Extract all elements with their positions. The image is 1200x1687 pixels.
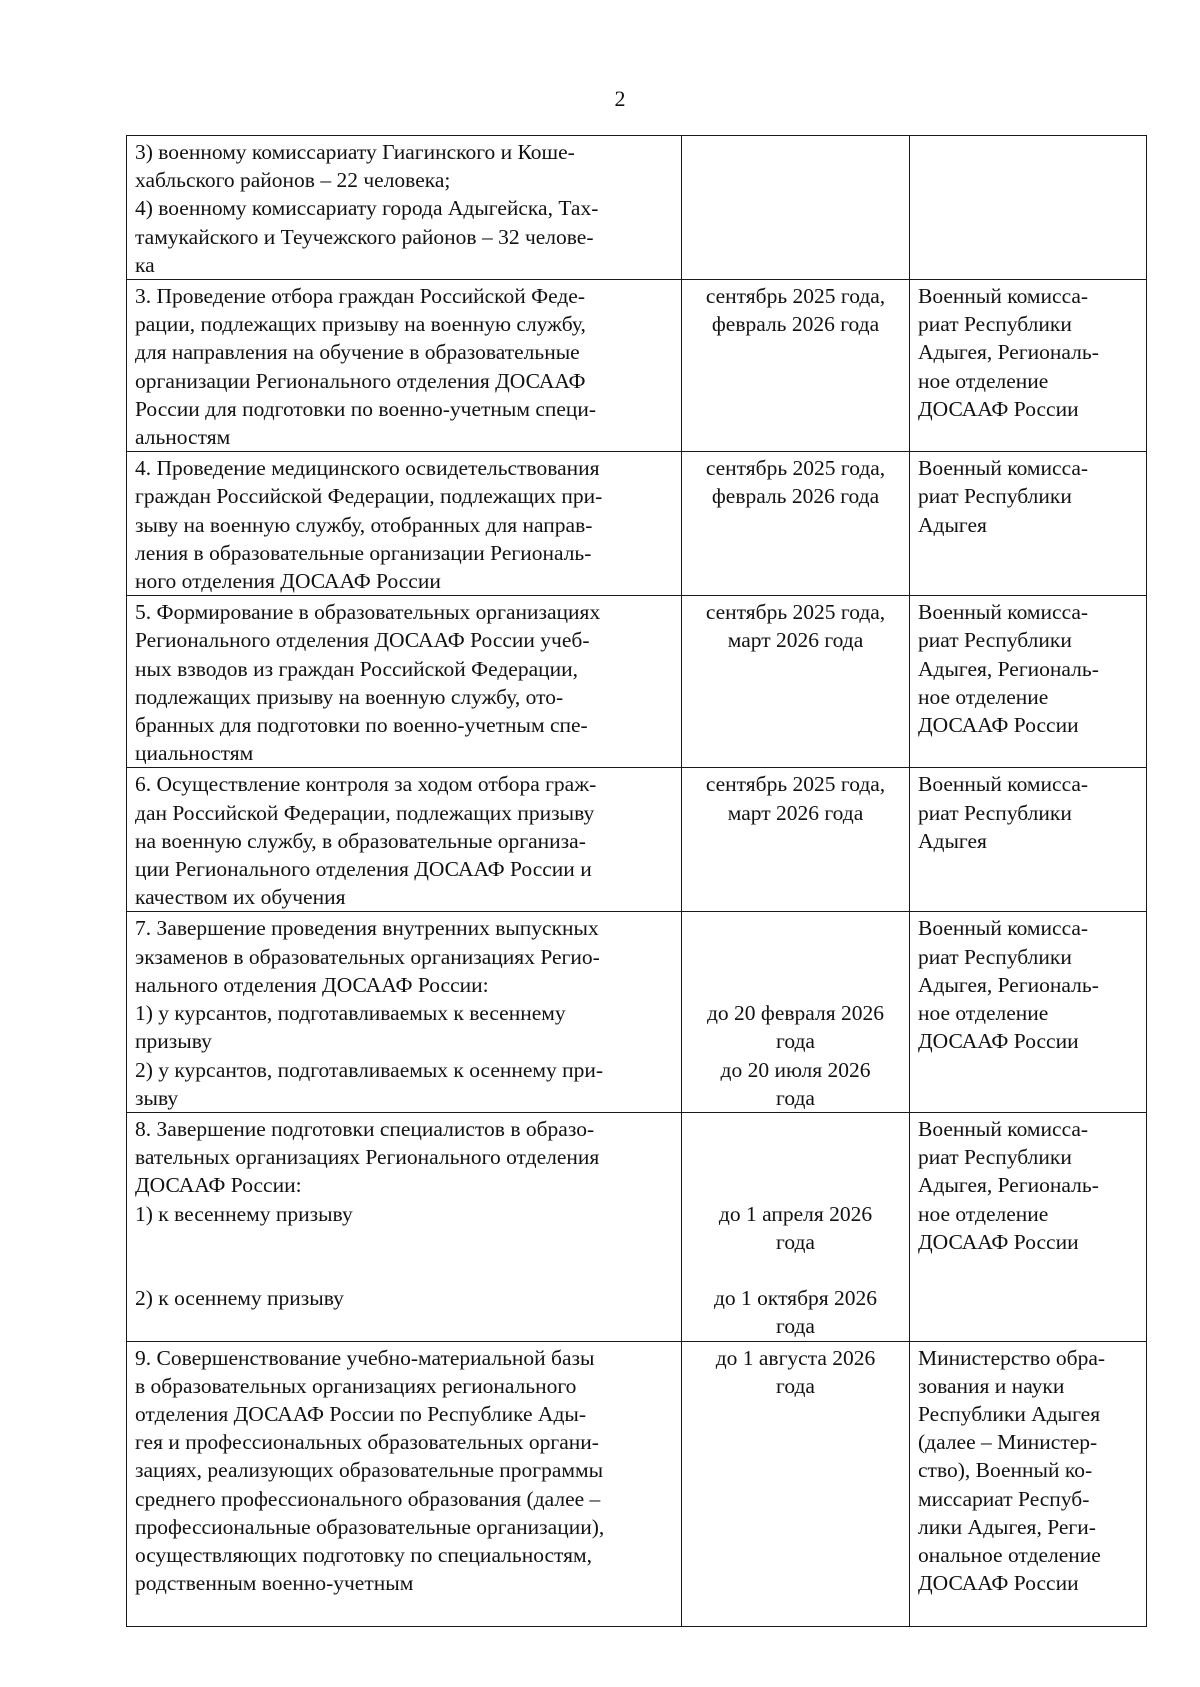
activity-line: бранных для подготовки по военно-учетным спе- — [135, 713, 588, 738]
responsible-line: ДОСААФ России — [918, 713, 1079, 738]
responsible-cell — [910, 912, 1147, 1112]
deadline-line: февраль 2026 года — [711, 484, 880, 509]
responsible-line: Адыгея, Региональ- — [918, 340, 1099, 365]
deadline-line: март 2026 года — [727, 800, 864, 825]
responsible-cell — [910, 596, 1147, 768]
activity-line: профессиональные образовательные организации), — [135, 1514, 605, 1539]
activity-line: тамукайского и Теучежского районов – 32 челове- — [135, 224, 594, 249]
table-row — [127, 768, 1147, 912]
activity-line: зациях, реализующих образовательные программы — [135, 1458, 604, 1483]
deadline-cell — [682, 1112, 910, 1341]
activity-line — [135, 1228, 673, 1256]
plan-table-body — [127, 136, 1147, 1627]
activity-line: 3. Проведение отбора граждан Российской Феде- — [135, 284, 585, 309]
responsible-line: Военный комисса- — [918, 600, 1089, 625]
activity-cell — [127, 1341, 682, 1626]
deadline-line — [690, 1143, 901, 1171]
activity-line: 5. Формирование в образовательных организациях — [135, 600, 601, 625]
deadline-line: до 20 февраля 2026 — [706, 1001, 885, 1026]
activity-line: нального отделения ДОСААФ России: — [135, 972, 489, 997]
responsible-line: ное отделение — [918, 684, 1049, 709]
activity-line: России для подготовки по военно-учетным специ- — [135, 396, 597, 421]
responsible-line: ное отделение — [918, 368, 1049, 393]
activity-line: экзаменов в образовательных организациях Регио- — [135, 944, 600, 969]
responsible-line: Адыгея, Региональ- — [918, 972, 1099, 997]
responsible-line: зования и науки — [918, 1373, 1065, 1398]
responsible-line: Адыгея, Региональ- — [918, 656, 1099, 681]
table-row — [127, 1112, 1147, 1341]
deadline-cell — [682, 280, 910, 452]
responsible-line: (далее – Министер- — [918, 1430, 1098, 1455]
deadline-line: года — [776, 1029, 815, 1054]
activity-line: ка — [135, 252, 155, 277]
responsible-line: Министерство обра- — [918, 1345, 1106, 1370]
activity-line: хабльского районов – 22 человека; — [135, 168, 451, 193]
activity-line: 2) к осеннему призыву — [135, 1286, 344, 1311]
activity-cell — [127, 768, 682, 912]
activity-line: подлежащих призыву на военную службу, ото- — [135, 684, 564, 709]
table-row — [127, 596, 1147, 768]
deadline-line: сентябрь 2025 года, — [705, 600, 886, 625]
activity-line: организации Регионального отделения ДОСААФ — [135, 368, 586, 393]
responsible-cell — [910, 136, 1147, 280]
responsible-line: Военный комисса- — [918, 1116, 1089, 1141]
responsible-line: ное отделение — [918, 1201, 1049, 1226]
deadline-line: года — [776, 1314, 815, 1339]
activity-cell — [127, 596, 682, 768]
deadline-line: сентябрь 2025 года, — [705, 772, 886, 797]
table-row — [127, 452, 1147, 596]
deadline-line — [690, 914, 901, 942]
deadline-line: февраль 2026 года — [711, 312, 880, 337]
activity-line: качеством их обучения — [135, 885, 346, 910]
responsible-cell — [910, 452, 1147, 596]
activity-line — [135, 1597, 673, 1625]
responsible-line: Военный комисса- — [918, 916, 1089, 941]
deadline-cell — [682, 596, 910, 768]
deadline-line: до 1 апреля 2026 — [718, 1201, 873, 1226]
deadline-line — [690, 943, 901, 971]
activity-line — [135, 1256, 673, 1284]
deadline-cell — [682, 136, 910, 280]
responsible-line: риат Республики — [918, 628, 1072, 653]
responsible-line: Военный комисса- — [918, 772, 1089, 797]
responsible-line: ДОСААФ России — [918, 396, 1079, 421]
activity-line: ДОСААФ России: — [135, 1173, 302, 1198]
deadline-cell — [682, 768, 910, 912]
activity-line: среднего профессионального образования (далее – — [135, 1486, 601, 1511]
page-number: 2 — [614, 86, 626, 111]
activity-line: 4) военному комиссариату города Адыгейска, Тах- — [135, 196, 599, 221]
responsible-line: ДОСААФ России — [918, 1029, 1079, 1054]
activity-line: родственным военно-учетным — [135, 1571, 414, 1596]
activity-line: зыву — [135, 1085, 179, 1110]
activity-line: для направления на обучение в образовательные — [135, 340, 580, 365]
plan-table — [126, 135, 1147, 1627]
activity-line: 7. Завершение проведения внутренних выпускных — [135, 916, 599, 941]
responsible-cell — [910, 768, 1147, 912]
activity-line: Регионального отделения ДОСААФ России учеб- — [135, 628, 590, 653]
responsible-line: риат Республики — [918, 484, 1072, 509]
responsible-line: Адыгея — [918, 828, 987, 853]
activity-line: на военную службу, в образовательные организа- — [135, 828, 586, 853]
deadline-line — [690, 1256, 901, 1284]
table-row — [127, 136, 1147, 280]
activity-line: призыву — [135, 1029, 212, 1054]
activity-line: граждан Российской Федерации, подлежащих при- — [135, 484, 603, 509]
activity-cell — [127, 452, 682, 596]
deadline-line: сентябрь 2025 года, — [705, 456, 886, 481]
activity-cell — [127, 136, 682, 280]
responsible-line: риат Республики — [918, 800, 1072, 825]
responsible-line: ство), Военный ко- — [918, 1458, 1093, 1483]
activity-line: ции Регионального отделения ДОСААФ России и — [135, 857, 592, 882]
responsible-line: риат Республики — [918, 944, 1072, 969]
activity-line: 1) к весеннему призыву — [135, 1201, 353, 1226]
activity-line: 8. Завершение подготовки специалистов в образо- — [135, 1116, 595, 1141]
activity-line: ления в образовательные организации Региональ- — [135, 540, 592, 565]
activity-line: альностям — [135, 425, 231, 450]
activity-line: 2) у курсантов, подготавливаемых к осеннему при- — [135, 1057, 604, 1082]
activity-cell — [127, 912, 682, 1112]
responsible-line: лики Адыгея, Реги- — [918, 1514, 1096, 1539]
activity-line: в образовательных организациях регионального — [135, 1373, 577, 1398]
deadline-line — [690, 1171, 901, 1199]
responsible-cell — [910, 1341, 1147, 1626]
deadline-cell — [682, 1341, 910, 1626]
responsible-line: ДОСААФ России — [918, 1571, 1079, 1596]
activity-line: гея и профессиональных образовательных органи- — [135, 1430, 599, 1455]
deadline-line: года — [776, 1229, 815, 1254]
responsible-line: ДОСААФ России — [918, 1229, 1079, 1254]
activity-line: дан Российской Федерации, подлежащих призыву — [135, 800, 595, 825]
activity-line: ного отделения ДОСААФ России — [135, 569, 441, 594]
activity-line: 4. Проведение медицинского освидетельствования — [135, 456, 600, 481]
deadline-cell — [682, 912, 910, 1112]
responsible-line: риат Республики — [918, 312, 1072, 337]
deadline-line: до 1 августа 2026 — [715, 1345, 876, 1370]
table-row — [127, 280, 1147, 452]
deadline-line: до 20 июля 2026 — [720, 1057, 871, 1082]
responsible-line: Военный комисса- — [918, 284, 1089, 309]
deadline-line: до 1 октября 2026 — [713, 1286, 878, 1311]
responsible-cell — [910, 280, 1147, 452]
table-row — [127, 912, 1147, 1112]
activity-line: 6. Осуществление контроля за ходом отбора граж- — [135, 772, 597, 797]
activity-line: ных взводов из граждан Российской Федерации, — [135, 656, 579, 681]
activity-line: рации, подлежащих призыву на военную службу, — [135, 312, 586, 337]
responsible-cell — [910, 1112, 1147, 1341]
activity-line: 9. Совершенствование учебно-материальной базы — [135, 1345, 595, 1370]
activity-cell — [127, 1112, 682, 1341]
responsible-line: ональное отделение — [918, 1542, 1101, 1567]
deadline-line: года — [776, 1373, 815, 1398]
deadline-line — [690, 971, 901, 999]
deadline-line: сентябрь 2025 года, — [705, 284, 886, 309]
deadline-line — [690, 1115, 901, 1143]
table-row — [127, 1341, 1147, 1626]
deadline-line: года — [776, 1085, 815, 1110]
activity-cell — [127, 280, 682, 452]
responsible-line: миссариат Респуб- — [918, 1486, 1090, 1511]
activity-line: 1) у курсантов, подготавливаемых к весеннему — [135, 1001, 566, 1026]
deadline-line: март 2026 года — [727, 628, 864, 653]
responsible-line: Военный комисса- — [918, 456, 1089, 481]
responsible-line: Адыгея, Региональ- — [918, 1173, 1099, 1198]
responsible-line: Республики Адыгея — [918, 1401, 1101, 1426]
responsible-line: риат Республики — [918, 1145, 1072, 1170]
deadline-cell — [682, 452, 910, 596]
activity-line: осуществляющих подготовку по специальностям, — [135, 1542, 593, 1567]
activity-line: циальностям — [135, 741, 254, 766]
responsible-line: ное отделение — [918, 1001, 1049, 1026]
activity-line: 3) военному комиссариату Гиагинского и Коше- — [135, 140, 575, 164]
responsible-line: Адыгея — [918, 512, 987, 537]
activity-line: зыву на военную службу, отобранных для направ- — [135, 512, 593, 537]
activity-line: вательных организациях Регионального отделения — [135, 1145, 600, 1170]
activity-line: отделения ДОСААФ России по Республике Ады- — [135, 1401, 587, 1426]
